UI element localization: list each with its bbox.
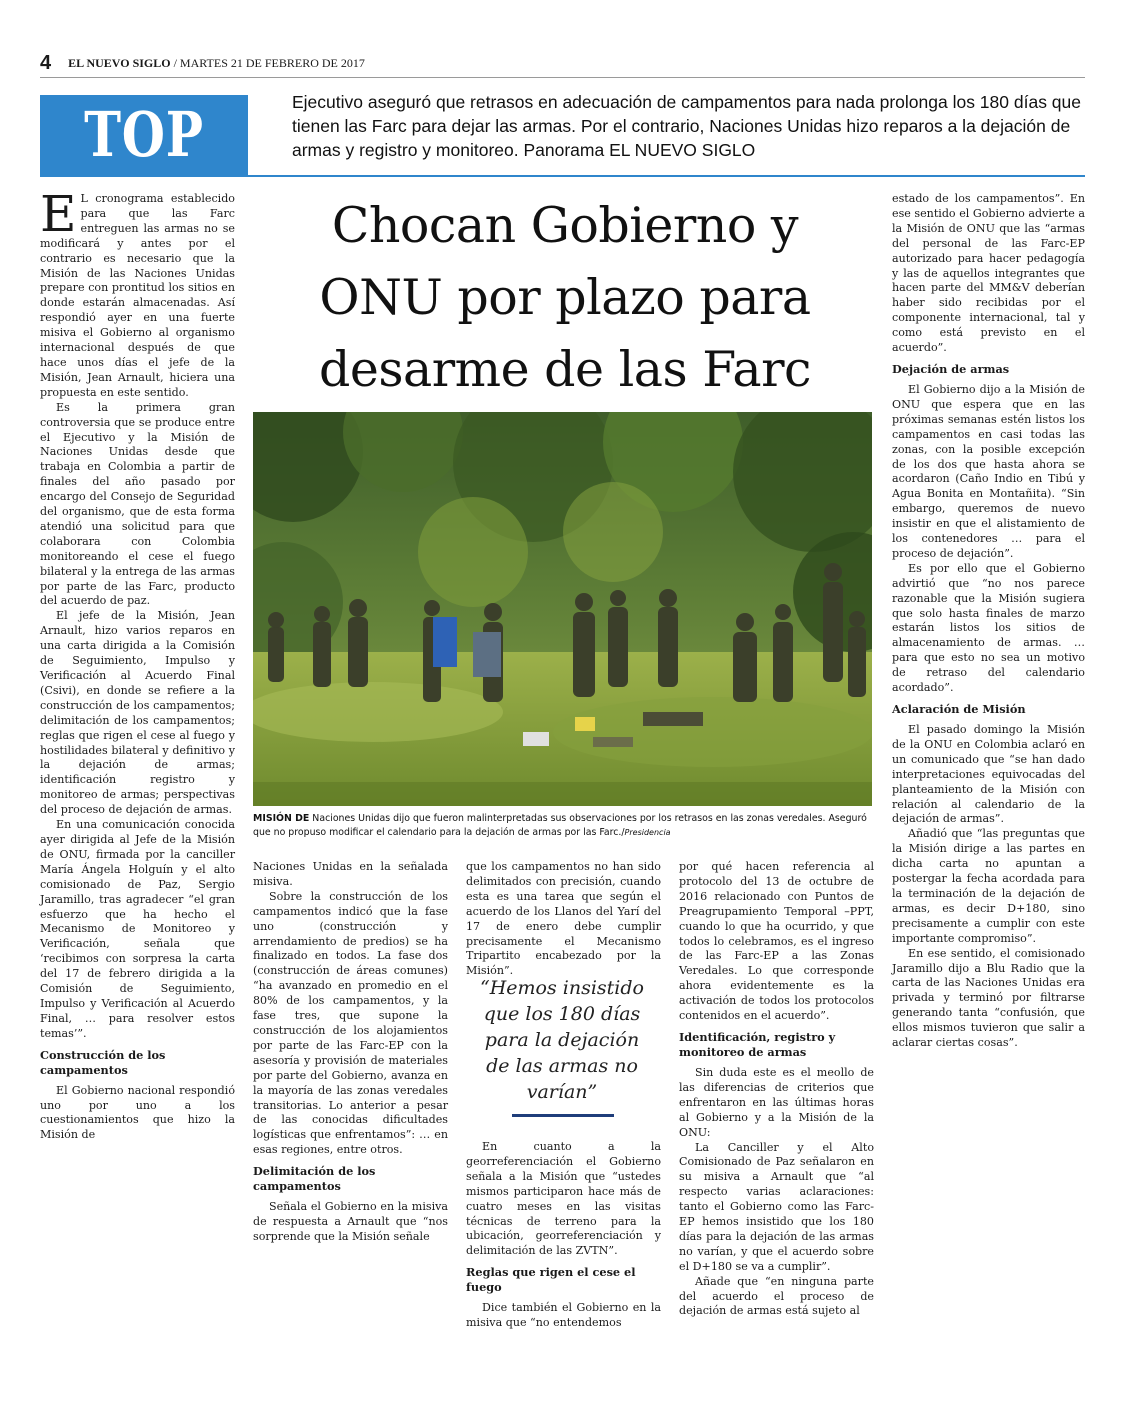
caption-lead: MISIÓN DE	[253, 813, 310, 824]
article-column-5	[892, 192, 1085, 1051]
headline-line-1: Chocan Gobierno y	[331, 197, 799, 254]
pull-quote: “Hemos insistido que los 180 días para la dejación de las armas no varían”	[480, 977, 644, 1103]
article-paragraph: En cuanto a la georreferenciación el Gobierno señala a la Misión que “ustedes mismos participaron hace más de cuatro meses en las visitas técnicas de terreno para la ubicación, georreferenciación y delimitación de las ZVTN”.	[466, 1140, 661, 1258]
article-column-4	[679, 860, 874, 1319]
article-paragraph: En ese sentido, el comisionado Jaramillo dijo a Blu Radio que la carta de las Naciones Unidas era privada y terminó por filtrarse generando tanta “confusión, que ellos mismos tuvieron que salir a aclarar ciertas cosas”.	[892, 946, 1085, 1050]
header-rule	[40, 77, 1085, 78]
drop-cap: E	[40, 185, 77, 243]
article-paragraph: En una comunicación conocida ayer dirigida al Jefe de la Misión de ONU, firmada por la canciller María Ángela Holguín y el alto comisionado de Paz, Sergio Jaramillo, tras agradecer “el gran esfuerzo que ha hecho el Mecanismo de Monitoreo y Verificación, señala que ‘recibimos con sorpresa la carta del 17 de febrero dirigida a la Comisión de Seguimiento, Impulso y Verificación al Acuerdo Final, … para resolver estos temas’”.	[40, 818, 235, 1040]
article-paragraph: El pasado domingo la Misión de la ONU en Colombia aclaró en un comunicado que “se han dado interpretaciones equivocadas del planteamiento de la Misión con relación al calendario de la dejación de armas”.	[892, 723, 1085, 826]
subheading: Delimitación de los campamentos	[253, 1164, 376, 1194]
article-column-2	[253, 860, 448, 1245]
article-column-3-bottom	[466, 1140, 661, 1331]
article-paragraph: Dice también el Gobierno en la misiva que “no entendemos	[466, 1301, 661, 1330]
article-paragraph: por qué hacen referencia al protocolo del 13 de octubre de 2016 relacionado con Puntos de Preagrupamiento Temporal –PPT, cuando lo que ha ocurrido, y que todos lo celebramos, es el ingreso de las Farc-EP a las Zonas Veredales. Lo que corresponde ahora evidentemente es la activación de todos los protocolos contenidos en el acuerdo”.	[679, 860, 874, 1023]
headline-line-2: ONU por plazo para	[319, 269, 811, 326]
publication-name: EL NUEVO SIGLO	[68, 56, 171, 70]
pull-quote-rule	[512, 1114, 614, 1117]
subheading: Reglas que rigen el cese el fuego	[466, 1265, 636, 1295]
page-header	[40, 52, 365, 75]
article-paragraph: Sin duda este es el meollo de las diferencias de criterios que enfrentaron en las últimas horas al Gobierno y a la Misión de la ONU:	[679, 1065, 874, 1139]
article-paragraph: El Gobierno nacional respondió uno por uno a los cuestionamientos que hizo la Misión de	[40, 1083, 235, 1142]
subheading: Construcción de los campamentos	[40, 1047, 166, 1077]
article-paragraph: E L cronograma establecido para que las Farc entreguen las armas no se modificará y antes por el contrario es necesario que la Misión de las Naciones Unidas prepare con prontitud los sitios en donde estarán almacenadas. Así respondió ayer en una fuerte misiva el Gobierno al organismo internacional después de que hace unos días el jefe de la Misión, Jean Arnault, hiciera una propuesta en este sentido.	[40, 185, 235, 399]
subheading: Identificación, registro y monitoreo de armas	[679, 1029, 836, 1059]
caption-text: Naciones Unidas dijo que fueron malinterpretadas sus observaciones por los retrasos en las zonas veredales. Aseguró que no propuso modificar el calendario para la dejación de armas por las Farc./	[253, 813, 867, 838]
headline-line-3: desarme de las Farc	[319, 341, 811, 398]
article-paragraph: Naciones Unidas en la señalada misiva.	[253, 860, 448, 888]
article-paragraph: Añade que “en ninguna parte del acuerdo el proceso de dejación de armas está sujeto al	[679, 1274, 874, 1318]
page-number: 4	[40, 52, 52, 74]
article-paragraph: Es por ello que el Gobierno advirtió que “no nos parece razonable que la Misión sugiera que solo hasta finales de marzo estarán listos los sitios de almacenamiento de armas. … para que esto no sea un motivo de retraso del calendario acordado”.	[892, 561, 1085, 695]
article-column-1	[40, 185, 235, 1143]
headline	[280, 190, 850, 406]
lede-text: Ejecutivo aseguró que retrasos en adecuación de campamentos para nada prolonga los 180 días que tienen las Farc para dejar las armas. Por el contrario, Naciones Unidas hizo reparos a la dejación de armas y registro y monitoreo. Panorama EL NUEVO SIGLO	[292, 92, 1082, 160]
article-paragraph: El Gobierno dijo a la Misión de ONU que espera que en las próximas semanas estén listos los campamentos en casi todas las zonas, con la posible excepción de los dos que hasta ahora se acordaron (Caño Indio en Tibú y Agua Bonita en Montañita). “Sin embargo, queremos de nuevo insistir en que el alistamiento de los contenedores … para el proceso de dejación”.	[892, 382, 1085, 560]
article-paragraph: Es la primera gran controversia que se produce entre el Ejecutivo y la Misión de Naciones Unidas desde que trabaja en Colombia a partir de finales del año pasado por encargo del Consejo de Seguridad del organismo, que de esta forma atendió una solicitud para que colaborara con Colombia monitoreando el cese el fuego bilateral y la entrega de las armas por parte de las Farc, producto del acuerdo de paz.	[40, 400, 235, 608]
article-paragraph: Señala el Gobierno en la misiva de respuesta a Arnault que “nos sorprende que la Misión señale	[253, 1200, 448, 1243]
subheading: Dejación de armas	[892, 361, 1010, 376]
subheading: Aclaración de Misión	[892, 702, 1026, 716]
section-rule	[40, 175, 1085, 177]
publication-date: / MARTES 21 DE FEBRERO DE 2017	[173, 56, 365, 70]
photo-caption	[253, 812, 872, 840]
article-paragraph: estado de los campamentos”. En ese sentido el Gobierno advierte a la Misión de ONU que las “armas del personal de las Farc-EP autorizado para hacer pedagogía y las de aquellos integrantes que hacen parte del MM&V deberían haber sido recibidas por el componente internacional, tal y como está previsto en el acuerdo”.	[892, 192, 1085, 355]
article-paragraph: La Canciller y el Alto Comisionado de Paz señalaron en su misiva a Arnault que “al respecto varias aclaraciones: tanto el Gobierno como las Farc-EP hemos insistido que los 180 días para la dejación de las armas no varían, y que el acuerdo sobre el D+180 se va a cumplir”.	[679, 1140, 874, 1273]
section-label: TOP 2	[84, 98, 204, 251]
article-paragraph: que los campamentos no han sido delimitados con precisión, cuando esta es una tarea que según el acuerdo de los Llanos del Yarí del 17 de enero debe cumplir precisamente el Mecanismo Tripartito encabezado por la Misión”.	[466, 860, 661, 978]
photo-credit: Presidencia	[624, 828, 671, 837]
article-column-3-top	[466, 860, 661, 979]
article-paragraph: Sobre la construcción de los campamentos indicó que la fase uno (construcción y arrendamiento de predios) se ha finalizado en todos. La fase dos (construcción de áreas comunes) “ha avanzado en promedio en el 80% de los campamentos, y la fase tres, que supone la construcción de los alojamientos por parte de las Farc-EP con la asesoría y provisión de materiales por parte del Gobierno, avanza en la mayoría de las zonas veredales transitorias. Lo anterior a pesar de las conocidas dificultades logísticas que enfrentamos”: … en esas regiones, entre otros.	[253, 889, 448, 1157]
photo-illustration	[253, 412, 872, 806]
news-photo	[253, 412, 872, 806]
article-paragraph: El jefe de la Misión, Jean Arnault, hizo varios reparos en una carta dirigida a la Comisión de Seguimiento, Impulso y Verificación al Acuerdo Final (Csivi), en donde se refiere a la construcción de los campamentos; delimitación de los campamentos; reglas que rigen el cese al fuego y hostilidades bilateral y definitivo y la dejación de armas; identificación registro y monitoreo de armas; perspectivas del proceso de dejación de armas.	[40, 609, 235, 817]
article-paragraph: Añadió que “las preguntas que la Misión dirige a las partes en dicha carta no apuntan a postergar la fecha acordada para la terminación de la dejación de armas, es decir D+180, sino precisamente a cumplir con este importante compromiso”.	[892, 827, 1085, 945]
